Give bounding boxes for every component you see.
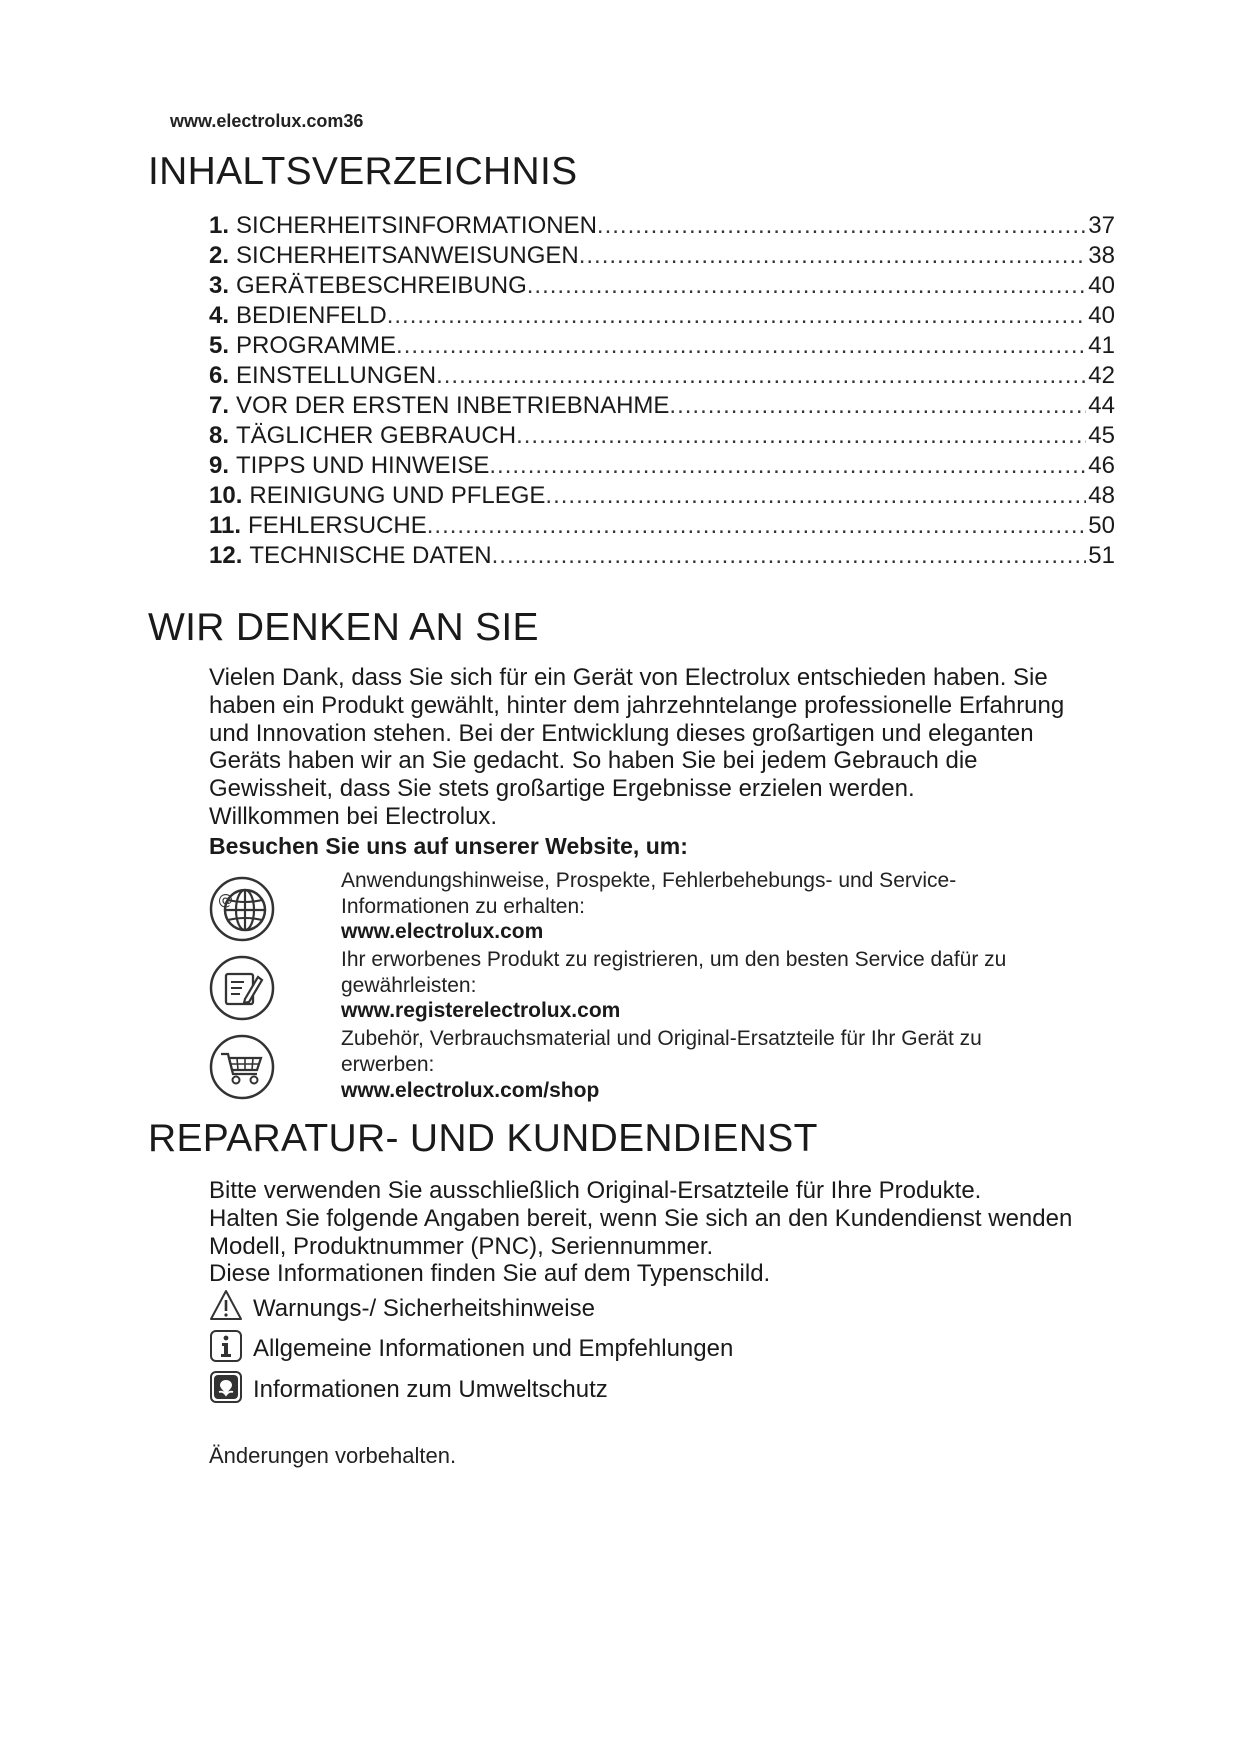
toc-item[interactable] [209,451,1115,481]
legend-label: Allgemeine Informationen und Empfehlungen [253,1335,734,1362]
toc-leader-dots [516,421,1086,451]
toc-leader-dots [396,331,1086,361]
toc-item-number: 1. [209,212,230,239]
legend-item-environment [209,1370,1009,1408]
toc-item[interactable] [209,331,1115,361]
toc-leader-dots [597,211,1086,241]
legend-label: Informationen zum Umweltschutz [253,1376,608,1403]
warning-icon [209,1289,243,1323]
toc-item[interactable] [209,301,1115,331]
page-header-site: www.electrolux.com36 [170,111,364,131]
toc-leader-dots [527,271,1087,301]
toc-item-page: 38 [1088,242,1115,269]
toc-item-title: TECHNISCHE DATEN [249,542,492,569]
service-description-line: Ihr erworbenes Produkt zu registrieren, um den besten Service dafür zu [341,948,1007,971]
toc-item-page: 40 [1088,272,1115,299]
service-description-line: erwerben: [341,1052,435,1076]
toc-item-number: 6. [209,362,230,389]
toc-item[interactable] [209,271,1115,301]
toc-item-number: 4. [209,302,230,329]
toc-item-title: SICHERHEITSINFORMATIONEN [236,212,597,239]
toc-item-page: 51 [1088,542,1115,569]
service-description [341,1026,1121,1077]
register-icon [209,955,275,1021]
toc-item-page: 48 [1088,482,1115,509]
toc-item[interactable] [209,211,1115,241]
toc-item-title: EINSTELLUNGEN [236,362,437,389]
toc-leader-dots [579,241,1087,271]
service-link[interactable]: www.registerelectrolux.com [341,999,621,1022]
service-link[interactable]: www.electrolux.com [341,920,544,943]
toc-item-page: 42 [1088,362,1115,389]
toc-item-page: 46 [1088,452,1115,479]
service-description-line: Informationen zu erhalten: [341,894,585,918]
toc-item-number: 2. [209,242,230,269]
toc-item-title: FEHLERSUCHE [248,512,427,539]
toc-item-title: TIPPS UND HINWEISE [236,452,490,479]
toc-item-page: 40 [1088,302,1115,329]
visit-website-heading: Besuchen Sie uns auf unserer Website, um: [209,833,688,859]
care-line: Gewissheit, dass Sie stets großartige Ergebnisse erzielen werden. [209,775,915,803]
legend-item-warning [209,1289,1009,1327]
toc-item-page: 37 [1088,212,1115,239]
care-paragraph [209,664,1139,831]
toc-item-number: 7. [209,392,230,419]
toc-item-number: 3. [209,272,230,299]
svg-text:@: @ [218,891,233,909]
toc-item[interactable] [209,541,1115,571]
repair-line: Modell, Produktnummer (PNC), Seriennummer. [209,1232,714,1260]
toc-item-page: 44 [1088,392,1115,419]
service-item-shop [209,1026,1129,1106]
legend-label: Warnungs-/ Sicherheitshinweise [253,1295,595,1322]
toc-item[interactable] [209,511,1115,541]
toc-item-page: 41 [1088,332,1115,359]
toc-leader-dots [387,301,1087,331]
toc-item-title: GERÄTEBESCHREIBUNG [236,272,527,299]
toc-title: INHALTSVERZEICHNIS [148,150,578,193]
toc-item[interactable] [209,361,1115,391]
toc-leader-dots [489,451,1086,481]
toc-item[interactable] [209,421,1115,451]
care-line: haben ein Produkt gewählt, hinter dem jahrzehntelange professionelle Erfahrung [209,691,1065,719]
toc-item-title: TÄGLICHER GEBRAUCH [236,422,517,449]
globe-icon [209,876,275,942]
service-description-line: Anwendungshinweise, Prospekte, Fehlerbehebungs- und Service- [341,869,957,892]
care-section-title: WIR DENKEN AN SIE [148,606,539,649]
care-line: Willkommen bei Electrolux. [209,802,498,830]
repair-line: Diese Informationen finden Sie auf dem Typenschild. [209,1260,771,1288]
toc-item-page: 45 [1088,422,1115,449]
care-line: und Innovation stehen. Bei der Entwicklung dieses großartigen und eleganten [209,719,1034,747]
toc-leader-dots [669,391,1086,421]
service-description-line: gewährleisten: [341,973,477,997]
toc-item[interactable] [209,481,1115,511]
environment-icon [209,1370,243,1404]
toc-item-title: PROGRAMME [236,332,397,359]
toc-leader-dots [492,541,1087,571]
service-item-register [209,947,1129,1027]
repair-section-title: REPARATUR- UND KUNDENDIENST [148,1117,818,1160]
service-item-support [209,868,1129,948]
toc-item[interactable] [209,391,1115,421]
repair-line: Bitte verwenden Sie ausschließlich Original-Ersatzteile für Ihre Produkte. [209,1177,982,1204]
legend-item-info [209,1329,1009,1367]
toc-item-title: REINIGUNG UND PFLEGE [249,482,546,509]
toc-item-number: 10. [209,482,243,509]
toc-leader-dots [545,481,1086,511]
toc-item-title: BEDIENFELD [236,302,387,329]
shopping-cart-icon [209,1034,275,1100]
toc-item[interactable] [209,241,1115,271]
toc-item-number: 5. [209,332,230,359]
toc-item-number: 9. [209,452,230,479]
changes-reserved-note: Änderungen vorbehalten. [209,1443,457,1468]
toc-item-title: VOR DER ERSTEN INBETRIEBNAHME [236,392,670,419]
care-line: Geräts haben wir an Sie gedacht. So haben Sie bei jedem Gebrauch die [209,747,978,775]
service-description-line: Zubehör, Verbrauchsmaterial und Original-Ersatzteile für Ihr Gerät zu [341,1027,982,1050]
toc-leader-dots [436,361,1086,391]
service-description [341,947,1121,998]
toc-item-number: 11. [209,512,242,539]
repair-line: Halten Sie folgende Angaben bereit, wenn Sie sich an den Kundendienst wenden [209,1204,1073,1232]
care-line: Vielen Dank, dass Sie sich für ein Gerät von Electrolux entschieden haben. Sie [209,664,1048,691]
toc-leader-dots [427,511,1087,541]
table-of-contents [209,211,1115,571]
service-description [341,868,1121,919]
toc-item-title: SICHERHEITSANWEISUNGEN [236,242,579,269]
toc-item-page: 50 [1088,512,1115,539]
repair-paragraph [209,1177,1139,1288]
toc-item-number: 8. [209,422,230,449]
toc-item-number: 12. [209,542,243,569]
service-link[interactable]: www.electrolux.com/shop [341,1079,600,1102]
info-icon [209,1329,243,1363]
